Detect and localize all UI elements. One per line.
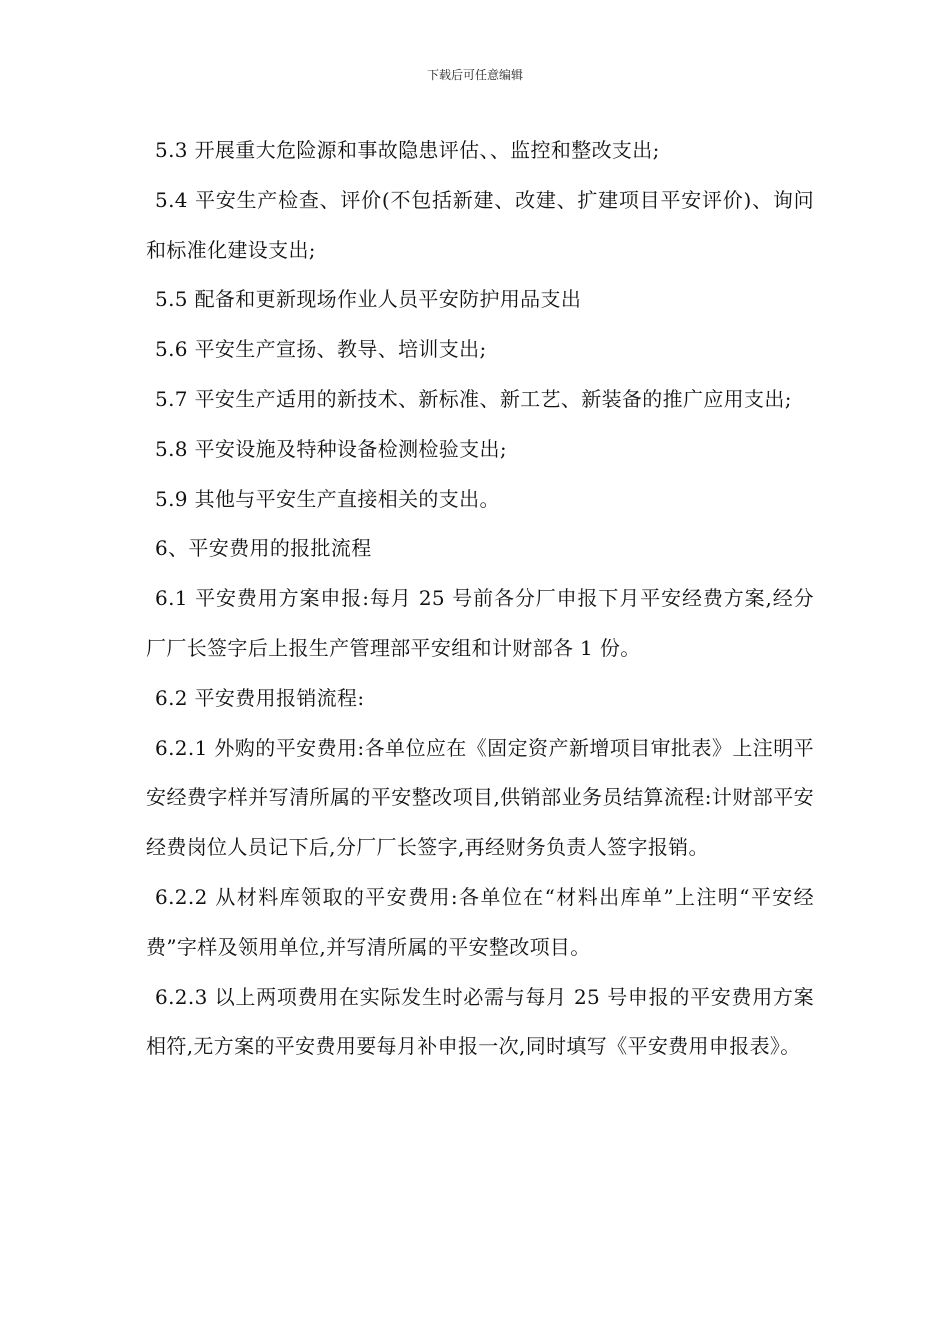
document-body [146, 126, 814, 1072]
section-heading-6: 6、平安费用的报批流程 [155, 536, 372, 561]
header-note: 下载后可任意编辑 [426, 68, 523, 82]
paragraph-6-2-3: 6.2.3 以上两项费用在实际发生时必需与每月 25 号申报的平安费用方案相符,无方案的平安费用要每月补申报一次,同时填写《平安费用申报表》。 [146, 984, 814, 1059]
paragraph-5-8: 5.8 平安设施及特种设备检测检验支出; [155, 436, 507, 461]
paragraph-6-2-1: 6.2.1 外购的平安费用:各单位应在《固定资产新增项目审批表》上注明平安经费字样并写清所属的平安整改项目,供销部业务员结算流程:计财部平安经费岗位人员记下后,分厂厂长签字,再经财务负责人签字报销。 [146, 735, 814, 860]
paragraph-5-9: 5.9 其他与平安生产直接相关的支出。 [155, 486, 500, 511]
paragraph-6-2-2: 6.2.2 从材料库领取的平安费用:各单位在“材料出库单”上注明“平安经费”字样及领用单位,并写清所属的平安整改项目。 [146, 884, 814, 959]
paragraph-5-6: 5.6 平安生产宣扬、教导、培训支出; [155, 337, 487, 362]
paragraph-5-3: 5.3 开展重大危险源和事故隐患评估、、监控和整改支出; [155, 138, 660, 162]
paragraph-5-4: 5.4 平安生产检查、评价(不包括新建、改建、扩建项目平安评价)、询问和标准化建设支出; [146, 187, 814, 262]
paragraph-5-7: 5.7 平安生产适用的新技术、新标准、新工艺、新装备的推广应用支出; [155, 386, 792, 411]
paragraph-6-1: 6.1 平安费用方案申报:每月 25 号前各分厂申报下月平安经费方案,经分厂厂长签字后上报生产管理部平安组和计财部各 1 份。 [146, 586, 814, 660]
paragraph-5-5: 5.5 配备和更新现场作业人员平安防护用品支出 [155, 287, 582, 312]
paragraph-6-2: 6.2 平安费用报销流程: [155, 685, 365, 710]
